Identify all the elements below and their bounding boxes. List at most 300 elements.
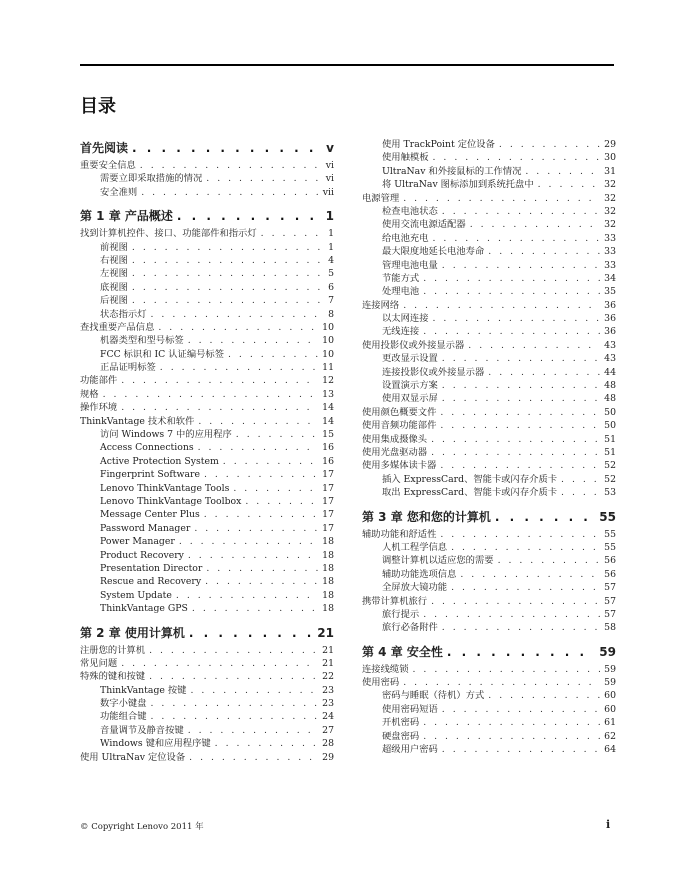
- toc-entry[interactable]: [362, 473, 616, 486]
- toc-entry-label: Password Manager: [100, 522, 191, 534]
- toc-entry[interactable]: [362, 743, 616, 756]
- toc-leader-dots: [451, 541, 600, 554]
- toc-entry-label: 电源管理: [362, 192, 400, 204]
- toc-leader-dots: [431, 595, 600, 608]
- toc-entry-label: 最大限度地延长电池寿命: [382, 246, 485, 258]
- toc-entry[interactable]: [362, 379, 616, 392]
- toc-leader-dots: [538, 178, 601, 191]
- toc-entry-page: 14: [322, 402, 334, 414]
- toc-entry[interactable]: [80, 348, 334, 361]
- toc-entry-page: 33: [604, 246, 616, 258]
- toc-entry-page: 17: [322, 509, 334, 521]
- toc-entry[interactable]: [80, 281, 334, 294]
- toc-chapter-entry[interactable]: [362, 642, 616, 662]
- toc-entry-page: 50: [604, 406, 616, 418]
- toc-entry-page: vi: [325, 173, 334, 185]
- toc-leader-dots: [431, 433, 600, 446]
- toc-entry[interactable]: [80, 575, 334, 588]
- toc-leader-dots: [236, 428, 318, 441]
- toc-entry-label: 使用双显示屏: [382, 393, 438, 405]
- toc-entry[interactable]: [80, 644, 334, 657]
- toc-entry[interactable]: [362, 663, 616, 676]
- toc-entry-page: 31: [604, 165, 616, 177]
- toc-entry[interactable]: [80, 401, 334, 414]
- toc-entry[interactable]: [80, 441, 334, 454]
- toc-entry-label: 功能组合键: [100, 711, 147, 723]
- toc-entry[interactable]: [80, 374, 334, 387]
- toc-entry-label: Product Recovery: [100, 549, 184, 561]
- toc-entry-page: 57: [604, 608, 616, 620]
- toc-entry-page: 53: [604, 487, 616, 499]
- toc-entry[interactable]: [80, 361, 334, 374]
- toc-leader-dots: [451, 581, 600, 594]
- toc-entry-page: 15: [322, 429, 334, 441]
- toc-entry[interactable]: [80, 684, 334, 697]
- toc-entry[interactable]: [80, 602, 334, 615]
- toc-leader-dots: [433, 151, 601, 164]
- toc-entry-label: 超级用户密码: [382, 744, 438, 756]
- toc-entry-page: 30: [604, 152, 616, 164]
- toc-entry-page: 17: [322, 495, 334, 507]
- toc-entry[interactable]: [80, 670, 334, 683]
- toc-entry-page: 35: [604, 286, 616, 298]
- toc-leader-dots: [561, 473, 600, 486]
- toc-entry[interactable]: [362, 299, 616, 312]
- toc-entry-label: 功能部件: [80, 375, 118, 387]
- toc-leader-dots: [499, 138, 600, 151]
- toc-leader-dots: [460, 568, 600, 581]
- toc-leader-dots: [188, 334, 318, 347]
- toc-entry-label: 连接投影仪或外接显示器: [382, 366, 485, 378]
- toc-entry-label: 将 UltraNav 图标添加到系统托盘中: [382, 179, 534, 191]
- toc-entry-page: 13: [322, 388, 334, 400]
- copyright-notice: © Copyright Lenovo 2011 年: [80, 822, 204, 832]
- toc-entry-label: 使用投影仪或外接显示器: [362, 339, 465, 351]
- toc-leader-dots: [440, 459, 600, 472]
- toc-entry-page: 52: [604, 473, 616, 485]
- toc-entry-label: 使用多媒体读卡器: [362, 460, 437, 472]
- toc-entry-page: 29: [604, 139, 616, 150]
- toc-leader-dots: [470, 218, 600, 231]
- toc-entry[interactable]: [362, 608, 616, 621]
- toc-entry-label: ThinkVantage 技术和软件: [80, 415, 195, 427]
- toc-entry[interactable]: [362, 446, 616, 459]
- toc-leader-dots: [198, 415, 318, 428]
- toc-leader-dots: [433, 312, 601, 325]
- toc-leader-dots: [121, 657, 318, 670]
- toc-chapter-entry[interactable]: [362, 507, 616, 527]
- toc-entry-label: Lenovo ThinkVantage Tools: [100, 482, 230, 494]
- toc-entry-label: 右视图: [100, 254, 128, 266]
- toc-entry-page: v: [326, 141, 334, 155]
- toc-entry[interactable]: [362, 352, 616, 365]
- toc-entry[interactable]: [362, 218, 616, 231]
- toc-entry-label: 取出 ExpressCard、智能卡或闪存介质卡: [382, 487, 558, 499]
- toc-leader-dots: [198, 441, 319, 454]
- toc-leader-dots: [206, 562, 318, 575]
- toc-leader-dots: [140, 159, 322, 172]
- toc-entry[interactable]: [80, 241, 334, 254]
- toc-leader-dots: [440, 528, 600, 541]
- toc-leader-dots: [413, 663, 601, 676]
- toc-leader-dots: [488, 689, 600, 702]
- toc-leader-dots: [442, 352, 600, 365]
- toc-entry-page: 56: [604, 555, 616, 567]
- toc-entry[interactable]: [362, 689, 616, 702]
- toc-leader-dots: [132, 254, 324, 267]
- toc-leader-dots: [190, 684, 318, 697]
- toc-entry-page: 1: [325, 209, 334, 224]
- toc-entry-label: Fingerprint Software: [100, 469, 200, 481]
- toc-leader-dots: [423, 285, 600, 298]
- toc-entry-label: 使用光盘驱动器: [362, 446, 428, 458]
- toc-entry-page: 62: [604, 730, 616, 742]
- toc-entry-page: 55: [599, 509, 616, 524]
- toc-entry[interactable]: [80, 495, 334, 508]
- toc-entry-label: 注册您的计算机: [80, 644, 146, 656]
- toc-entry[interactable]: [362, 272, 616, 285]
- toc-entry-page: 64: [604, 744, 616, 756]
- toc-leader-dots: [188, 549, 318, 562]
- toc-leader-dots: [442, 743, 600, 756]
- toc-entry-label: 使用颜色概要文件: [362, 406, 437, 418]
- toc-leader-dots: [403, 299, 600, 312]
- toc-entry-page: 36: [604, 313, 616, 325]
- toc-chapter-entry[interactable]: [80, 138, 334, 158]
- toc-entry[interactable]: [362, 419, 616, 432]
- toc-entry-label: 以太网连接: [382, 313, 429, 325]
- toc-leader-dots: [403, 676, 600, 689]
- page-number: i: [606, 818, 611, 831]
- toc-entry-label: 管理电池电量: [382, 259, 438, 271]
- toc-entry-label: 查找重要产品信息: [80, 321, 155, 333]
- toc-entry-page: 32: [604, 179, 616, 191]
- toc-entry-page: 57: [604, 595, 616, 607]
- toc-entry-page: vi: [325, 160, 334, 171]
- toc-leader-dots: [205, 575, 318, 588]
- toc-entry[interactable]: [80, 334, 334, 347]
- toc-entry[interactable]: [80, 589, 334, 602]
- toc-leader-dots: [423, 272, 600, 285]
- toc-entry[interactable]: [80, 388, 334, 401]
- toc-entry[interactable]: [80, 267, 334, 280]
- toc-entry-page: 10: [322, 335, 334, 347]
- toc-entry-label: 常见问题: [80, 657, 118, 669]
- toc-entry[interactable]: [80, 294, 334, 307]
- toc-leader-dots: [149, 670, 318, 683]
- toc-chapter-entry[interactable]: [80, 206, 334, 226]
- toc-entry-page: 5: [328, 268, 334, 280]
- toc-entry-label: 连接线缆锁: [362, 663, 409, 675]
- toc-leader-dots: [228, 348, 318, 361]
- toc-entry-page: 32: [604, 219, 616, 231]
- toc-entry-label: System Update: [100, 589, 172, 601]
- toc-leader-dots: [121, 401, 318, 414]
- toc-entry-label: 音量调节及静音按键: [100, 724, 184, 736]
- toc-entry[interactable]: [362, 716, 616, 729]
- toc-entry-page: 18: [322, 562, 334, 574]
- toc-entry-page: 44: [604, 366, 616, 378]
- toc-entry-label: 首先阅读: [80, 141, 129, 155]
- toc-entry-page: 24: [322, 711, 334, 723]
- toc-leader-dots: [442, 205, 600, 218]
- toc-entry[interactable]: [80, 737, 334, 750]
- toc-entry-label: Access Connections: [100, 442, 194, 454]
- toc-entry-label: 使用音频功能部件: [362, 420, 437, 432]
- toc-entry-page: 12: [322, 375, 334, 387]
- toc-entry-label: 第 1 章 产品概述: [80, 209, 173, 224]
- toc-entry-page: 18: [322, 589, 334, 601]
- toc-entry-label: FCC 标识和 IC 认证编号标签: [100, 348, 225, 360]
- toc-entry[interactable]: [80, 428, 334, 441]
- toc-entry[interactable]: [80, 415, 334, 428]
- toc-leader-dots: [525, 165, 600, 178]
- toc-entry[interactable]: [80, 159, 334, 172]
- toc-leader-dots: [468, 339, 600, 352]
- toc-entry[interactable]: [362, 178, 616, 191]
- toc-entry[interactable]: [80, 227, 334, 240]
- toc-entry-label: 机器类型和型号标签: [100, 335, 184, 347]
- toc-entry[interactable]: [362, 285, 616, 298]
- toc-entry[interactable]: [362, 366, 616, 379]
- toc-entry[interactable]: [362, 581, 616, 594]
- toc-leader-dots: [204, 508, 318, 521]
- toc-entry-label: 调整计算机以适应您的需要: [382, 555, 494, 567]
- toc-entry[interactable]: [80, 455, 334, 468]
- toc-entry[interactable]: [362, 595, 616, 608]
- page-title: 目录: [80, 96, 116, 117]
- toc-entry-page: 57: [604, 582, 616, 594]
- toc-leader-dots: [442, 703, 600, 716]
- toc-entry-page: 55: [604, 528, 616, 540]
- toc-leader-dots: [442, 621, 600, 634]
- toc-entry-label: 人机工程学信息: [382, 541, 448, 553]
- toc-leader-dots: [423, 730, 600, 743]
- toc-entry-label: Rescue and Recovery: [100, 576, 202, 588]
- toc-leader-dots: [132, 138, 322, 158]
- toc-leader-dots: [176, 589, 318, 602]
- toc-entry[interactable]: [80, 508, 334, 521]
- toc-leader-dots: [132, 267, 324, 280]
- toc-entry-label: 旅行必备附件: [382, 622, 438, 634]
- toc-leader-dots: [447, 642, 595, 662]
- toc-entry-page: 43: [604, 353, 616, 365]
- toc-leader-dots: [103, 388, 319, 401]
- toc-entry-label: 使用密码: [362, 677, 400, 689]
- toc-entry-page: 52: [604, 460, 616, 472]
- toc-entry-label: Message Center Plus: [100, 509, 200, 521]
- toc-entry[interactable]: [362, 325, 616, 338]
- toc-entry-page: 60: [604, 703, 616, 715]
- toc-entry[interactable]: [362, 406, 616, 419]
- toc-entry[interactable]: [362, 339, 616, 352]
- toc-entry-page: 6: [328, 281, 334, 293]
- toc-entry[interactable]: [80, 657, 334, 670]
- toc-leader-dots: [433, 232, 601, 245]
- toc-entry-page: 16: [322, 455, 334, 467]
- toc-entry[interactable]: [362, 703, 616, 716]
- toc-entry-page: 48: [604, 380, 616, 392]
- toc-entry[interactable]: [362, 554, 616, 567]
- toc-entry[interactable]: [362, 568, 616, 581]
- toc-entry-page: 36: [604, 299, 616, 311]
- toc-entry-page: 21: [317, 625, 334, 640]
- toc-entry-label: 使用集成摄像头: [362, 433, 428, 445]
- toc-entry-page: 43: [604, 339, 616, 351]
- toc-entry[interactable]: [80, 468, 334, 481]
- toc-entry-label: 更改显示设置: [382, 353, 438, 365]
- toc-entry[interactable]: [362, 192, 616, 205]
- toc-entry[interactable]: [80, 254, 334, 267]
- toc-entry-label: 数字小键盘: [100, 698, 147, 710]
- toc-entry-label: 连接网络: [362, 299, 400, 311]
- toc-entry[interactable]: [80, 549, 334, 562]
- toc-entry-label: 正品证明标签: [100, 362, 156, 374]
- toc-entry-page: 22: [322, 671, 334, 683]
- toc-entry[interactable]: [80, 321, 334, 334]
- toc-chapter-entry[interactable]: [80, 623, 334, 643]
- toc-entry-page: 18: [322, 536, 334, 548]
- toc-entry-label: ThinkVantage GPS: [100, 603, 188, 615]
- toc-leader-dots: [233, 482, 318, 495]
- toc-entry-page: 21: [322, 657, 334, 669]
- toc-leader-dots: [261, 227, 324, 240]
- toc-leader-dots: [423, 716, 600, 729]
- toc-entry-page: 58: [604, 622, 616, 634]
- toc-entry[interactable]: [80, 186, 334, 199]
- toc-entry-label: ThinkVantage 按键: [100, 684, 187, 696]
- toc-entry-page: 50: [604, 420, 616, 432]
- toc-entry-page: 32: [604, 192, 616, 204]
- toc-entry-label: 第 2 章 使用计算机: [80, 625, 185, 640]
- toc-leader-dots: [442, 379, 600, 392]
- toc-entry-label: 状态指示灯: [100, 308, 147, 320]
- toc-entry-label: Lenovo ThinkVantage Toolbox: [100, 495, 242, 507]
- toc-entry-page: 21: [322, 644, 334, 656]
- toc-leader-dots: [121, 374, 318, 387]
- toc-leader-dots: [206, 172, 321, 185]
- toc-entry-label: 开机密码: [382, 717, 420, 729]
- toc-entry-label: 全屏放大镜功能: [382, 582, 448, 594]
- toc-entry-page: 18: [322, 576, 334, 588]
- toc-entry-page: 18: [322, 603, 334, 615]
- toc-entry[interactable]: [362, 621, 616, 634]
- toc-entry-page: 10: [322, 348, 334, 360]
- toc-entry[interactable]: [362, 138, 616, 151]
- toc-entry-page: 51: [604, 446, 616, 458]
- toc-entry-label: Windows 键和应用程序键: [100, 738, 211, 750]
- toc-entry[interactable]: [80, 562, 334, 575]
- toc-entry-label: 检查电池状态: [382, 205, 438, 217]
- toc-entry-label: 前视图: [100, 241, 128, 253]
- toc-entry-label: 找到计算机控件、接口、功能部件和指示灯: [80, 228, 257, 240]
- toc-entry[interactable]: [80, 535, 334, 548]
- toc-entry-page: 59: [604, 677, 616, 689]
- toc-entry-page: 61: [604, 717, 616, 729]
- toc-entry[interactable]: [80, 172, 334, 185]
- toc-entry-page: 56: [604, 568, 616, 580]
- toc-leader-dots: [194, 522, 318, 535]
- toc-leader-dots: [179, 535, 318, 548]
- toc-leader-dots: [151, 710, 319, 723]
- toc-entry[interactable]: [362, 392, 616, 405]
- toc-leader-dots: [423, 608, 600, 621]
- toc-entry[interactable]: [362, 232, 616, 245]
- toc-entry-label: 访问 Windows 7 中的应用程序: [100, 429, 232, 441]
- toc-entry[interactable]: [362, 245, 616, 258]
- toc-entry[interactable]: [362, 486, 616, 499]
- toc-entry-label: 第 3 章 您和您的计算机: [362, 509, 491, 524]
- toc-leader-dots: [498, 554, 601, 567]
- toc-leader-dots: [132, 281, 324, 294]
- toc-entry-page: 60: [604, 690, 616, 702]
- toc-entry-page: 18: [322, 549, 334, 561]
- toc-leader-dots: [561, 486, 600, 499]
- toc-entry[interactable]: [80, 308, 334, 321]
- toc-entry-label: 左视图: [100, 268, 128, 280]
- toc-entry-label: UltraNav 和外接鼠标的工作情况: [382, 165, 522, 177]
- toc-entry[interactable]: [362, 151, 616, 164]
- toc-entry-label: 硬盘密码: [382, 730, 420, 742]
- toc-left-column: [80, 138, 334, 764]
- toc-entry-page: 36: [604, 326, 616, 338]
- toc-entry[interactable]: [362, 312, 616, 325]
- toc-entry-label: Active Protection System: [100, 455, 219, 467]
- toc-entry[interactable]: [80, 751, 334, 764]
- toc-entry-page: 1: [328, 241, 334, 253]
- toc-entry[interactable]: [362, 528, 616, 541]
- toc-entry[interactable]: [362, 259, 616, 272]
- toc-entry-label: 辅助功能选项信息: [382, 568, 457, 580]
- toc-entry-label: 辅助功能和舒适性: [362, 528, 437, 540]
- toc-entry-label: 携带计算机旅行: [362, 595, 428, 607]
- toc-entry[interactable]: [362, 433, 616, 446]
- toc-entry[interactable]: [362, 676, 616, 689]
- toc-entry[interactable]: [362, 205, 616, 218]
- toc-entry-page: 17: [322, 482, 334, 494]
- toc-entry-label: 底视图: [100, 281, 128, 293]
- toc-entry-label: 第 4 章 安全性: [362, 644, 443, 659]
- toc-leader-dots: [149, 644, 318, 657]
- toc-entry-label: 需要立即采取措施的情况: [100, 173, 203, 185]
- toc-entry-page: 59: [599, 644, 616, 659]
- toc-leader-dots: [192, 602, 318, 615]
- toc-entry[interactable]: [80, 482, 334, 495]
- toc-entry[interactable]: [80, 522, 334, 535]
- toc-entry-label: Power Manager: [100, 536, 175, 548]
- toc-entry-label: 密码与睡眠（待机）方式: [382, 690, 485, 702]
- toc-entry-label: 使用触模板: [382, 152, 429, 164]
- toc-entry-page: vii: [322, 186, 334, 198]
- toc-entry-page: 17: [322, 522, 334, 534]
- toc-entry-page: 55: [604, 541, 616, 553]
- toc-entry-label: 使用 UltraNav 定位设备: [80, 751, 186, 763]
- toc-entry-page: 48: [604, 393, 616, 405]
- toc-leader-dots: [189, 751, 318, 764]
- toc-entry[interactable]: [362, 165, 616, 178]
- toc-entry-page: 14: [322, 415, 334, 427]
- toc-entry[interactable]: [80, 710, 334, 723]
- toc-entry[interactable]: [362, 459, 616, 472]
- toc-entry[interactable]: [362, 730, 616, 743]
- toc-entry[interactable]: [362, 541, 616, 554]
- toc-entry-label: 使用 TrackPoint 定位设备: [382, 139, 495, 150]
- toc-entry[interactable]: [80, 724, 334, 737]
- toc-entry[interactable]: [80, 697, 334, 710]
- toc-leader-dots: [188, 724, 318, 737]
- toc-leader-dots: [223, 455, 318, 468]
- toc-entry-page: 7: [328, 295, 334, 307]
